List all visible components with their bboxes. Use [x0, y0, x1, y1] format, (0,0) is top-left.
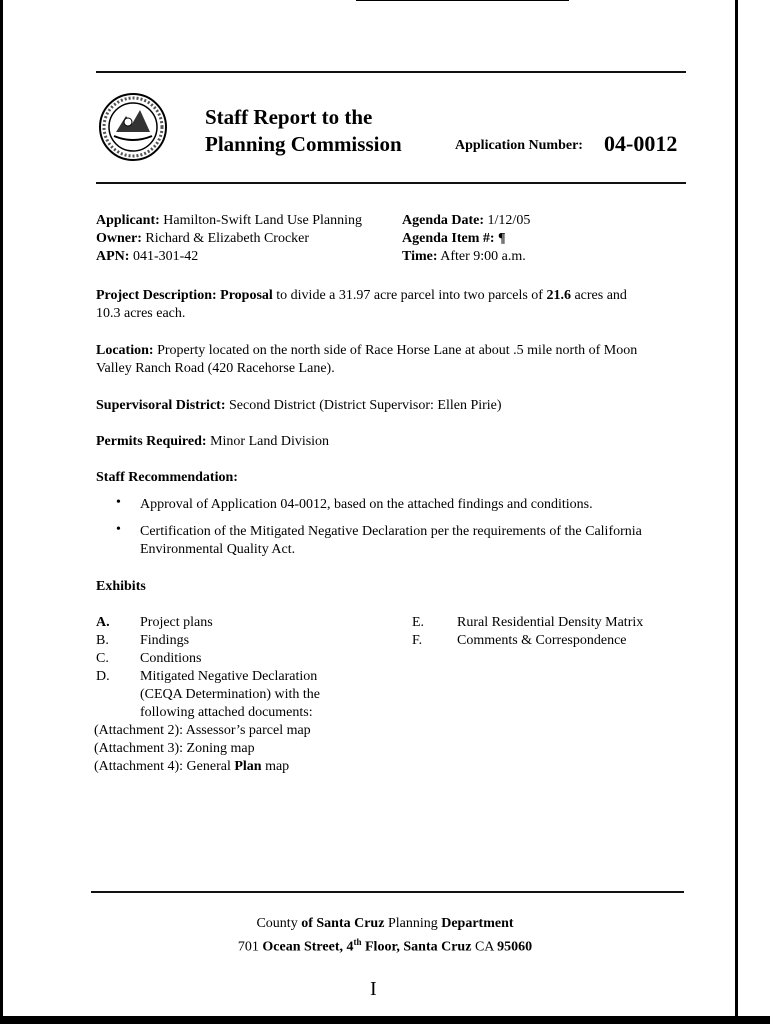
footer-ca: CA	[474, 939, 494, 955]
attachment-2: (Attachment 2): Assessor’s parcel map	[94, 723, 311, 738]
page-border-bottom	[0, 1016, 770, 1024]
top-rule-fragment	[356, 0, 569, 1]
recommendation-item-2-line-2: Environmental Quality Act.	[140, 542, 296, 557]
recommendation-item-1: Approval of Application 04-0012, based on the attached findings and conditions.	[140, 497, 593, 512]
permits-label: Permits Required:	[96, 434, 207, 449]
exhibit-c-text: Conditions	[140, 651, 202, 666]
footer-santa-cruz: of Santa Cruz	[301, 916, 385, 931]
owner-label: Owner:	[96, 231, 142, 246]
attachment-4	[94, 758, 289, 776]
attachment-4-plan: Plan	[234, 759, 262, 774]
exhibit-e-text: Rural Residential Density Matrix	[457, 615, 644, 630]
exhibit-b-text: Findings	[140, 633, 190, 648]
attachment-3: (Attachment 3): Zoning map	[94, 741, 255, 756]
location-line-1: Property located on the north side of Race Horse Lane at about .5 mile north of Moon	[157, 343, 638, 358]
project-description-label: Project Description:	[96, 288, 217, 303]
project-text-b: acres and	[574, 288, 627, 303]
footer-street-number: 701	[237, 939, 259, 955]
attachment-4-text-c: map	[265, 759, 290, 774]
exhibits-label: Exhibits	[96, 579, 146, 594]
proposal-word: Proposal	[220, 288, 273, 303]
project-description	[96, 287, 627, 305]
bullet-icon: •	[116, 522, 121, 537]
exhibit-d-line-2: (CEQA Determination) with the	[140, 687, 321, 702]
footer-line-2	[0, 933, 770, 957]
time-label: Time:	[402, 249, 438, 264]
recommendation-item-2-line-1: Certification of the Mitigated Negative Declaration per the requirements of the California	[140, 524, 642, 539]
exhibit-b-letter: B.	[96, 633, 109, 648]
exhibit-d-line-1: Mitigated Negative Declaration	[140, 669, 318, 684]
application-number: 04-0012	[604, 131, 678, 156]
footer-county: County	[256, 916, 298, 931]
agenda-item-label: Agenda Item #:	[402, 231, 495, 246]
location-label: Location:	[96, 343, 154, 358]
supervisoral-district	[96, 397, 502, 415]
title-line-2: Planning Commission	[205, 132, 402, 156]
location-line-2: Valley Ranch Road (420 Racehorse Lane).	[96, 361, 335, 376]
footer-floor: Floor, Santa Cruz	[365, 939, 472, 955]
bullet-icon: •	[116, 495, 121, 510]
exhibit-a-text: Project plans	[140, 615, 213, 630]
footer-street: Ocean Street, 4	[262, 939, 354, 955]
header-top-rule	[96, 71, 686, 73]
header-bottom-rule	[96, 182, 686, 184]
footer-superscript: th	[353, 937, 362, 947]
acres-value: 21.6	[546, 288, 571, 303]
footer-line-1	[0, 915, 770, 933]
apn-label: APN:	[96, 249, 130, 264]
time-value: After 9:00 a.m.	[440, 249, 526, 264]
agenda-date-row	[402, 212, 530, 230]
page-border-left	[0, 0, 3, 1024]
agenda-item-row	[402, 230, 506, 248]
project-description-line-2: 10.3 acres each.	[96, 306, 186, 321]
owner-value: Richard & Elizabeth Crocker	[145, 231, 310, 246]
staff-recommendation-label: Staff Recommendation:	[96, 470, 238, 485]
owner-row	[96, 230, 309, 248]
attachment-4-text-a: (Attachment 4): General	[94, 759, 231, 774]
exhibit-f-letter: F.	[412, 633, 423, 648]
exhibit-d-letter: D.	[96, 669, 110, 684]
agenda-item-value: ¶	[498, 231, 506, 246]
applicant-label: Applicant:	[96, 213, 160, 228]
exhibit-f-text: Comments & Correspondence	[457, 633, 627, 648]
location	[96, 342, 637, 360]
exhibit-c-letter: C.	[96, 651, 109, 666]
title-line-1: Staff Report to the	[205, 105, 373, 129]
footer-department: Department	[441, 916, 514, 931]
applicant-value: Hamilton-Swift Land Use Planning	[163, 213, 362, 228]
permits-value: Minor Land Division	[210, 434, 330, 449]
application-number-label: Application Number:	[455, 138, 583, 153]
applicant-row	[96, 212, 362, 230]
page-margin-right	[738, 0, 770, 1024]
apn-row	[96, 248, 198, 266]
page-number: I	[370, 978, 377, 1000]
exhibit-d-line-3: following attached documents:	[140, 705, 313, 720]
exhibit-e-letter: E.	[412, 615, 425, 630]
county-seal-logo	[98, 92, 168, 162]
footer-zip: 95060	[497, 939, 533, 955]
permits-required	[96, 433, 329, 451]
project-text-a: to divide a 31.97 acre parcel into two parcels of	[276, 288, 543, 303]
time-row	[402, 248, 526, 266]
agenda-date-label: Agenda Date:	[402, 213, 485, 228]
report-title	[205, 104, 402, 158]
agenda-date-value: 1/12/05	[487, 213, 531, 228]
exhibit-a-letter: A.	[96, 615, 110, 630]
district-value: Second District (District Supervisor: Ellen Pirie)	[228, 398, 502, 413]
apn-value: 041-301-42	[132, 249, 199, 264]
footer-planning: Planning	[387, 916, 438, 931]
footer-rule	[91, 891, 684, 893]
district-label: Supervisoral District:	[96, 398, 226, 413]
